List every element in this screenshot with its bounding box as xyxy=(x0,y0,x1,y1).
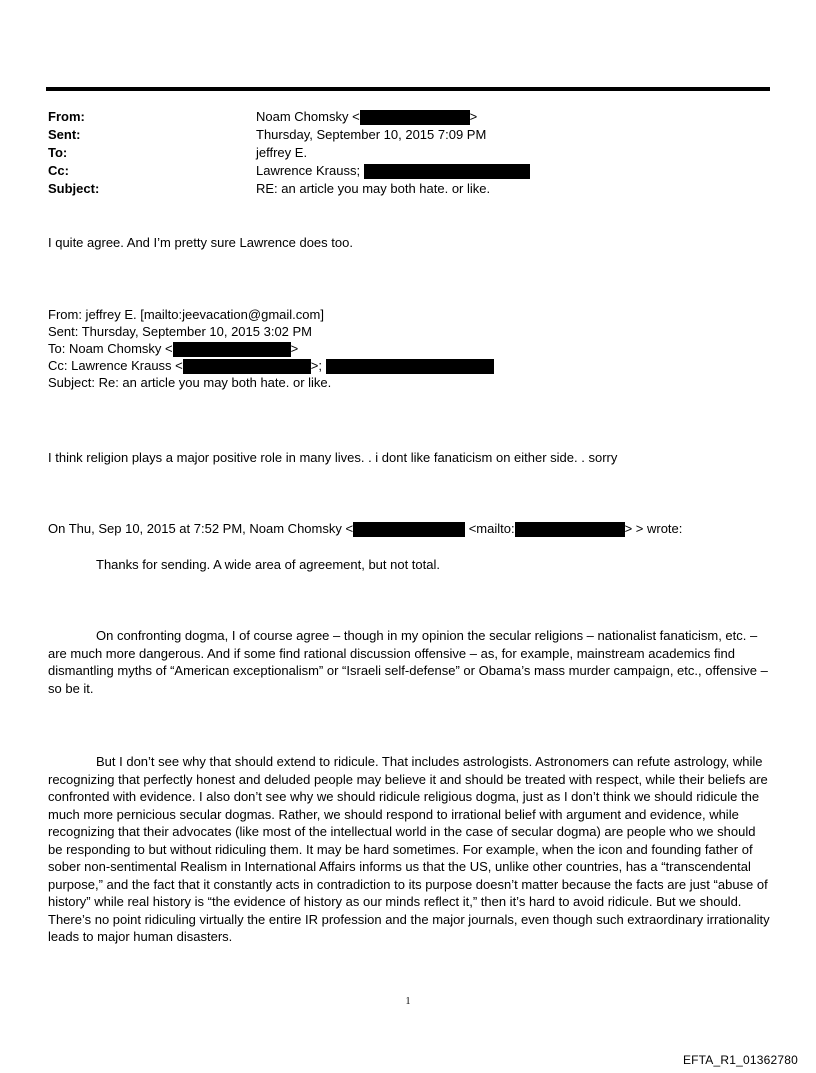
quoted-cc: Cc: Lawrence Krauss < >; xyxy=(48,357,494,374)
cc-value: Lawrence Krauss; xyxy=(256,163,361,178)
subject-label: Subject: xyxy=(48,181,100,196)
redaction-block xyxy=(515,522,625,537)
redaction-block xyxy=(364,164,530,179)
subject-value: RE: an article you may both hate. or like. xyxy=(256,181,491,196)
attribution-line: On Thu, Sep 10, 2015 at 7:52 PM, Noam Chomsky < <mailto: > > wrote: xyxy=(48,521,683,536)
quoted-subject: Subject: Re: an article you may both hate. or like. xyxy=(48,375,332,390)
cc-label: Cc: xyxy=(48,163,69,178)
redaction-block xyxy=(360,110,470,125)
sent-row xyxy=(48,126,748,144)
chomsky-paragraph-2: On confronting dogma, I of course agree – though in my opinion the secular religions – nationalist fanaticism, etc. – are much more dangerous. And if some find rational discussion offensive – as, for example, mainstream academics find dismantling myths of “American exceptionalism” or “Israeli self-defense” or Obama’s mass murder campaign, etc., offensive – so be it. xyxy=(48,628,768,696)
chomsky-paragraph-1: Thanks for sending. A wide area of agreement, but not total. xyxy=(96,557,440,572)
redaction-block xyxy=(173,342,291,357)
quoted-from: From: jeffrey E. [mailto:jeevacation@gmail.com] xyxy=(48,307,324,322)
to-label: To: xyxy=(48,145,68,160)
redaction-block xyxy=(353,522,465,537)
redaction-block xyxy=(183,359,311,374)
to-row xyxy=(48,144,748,162)
redaction-block xyxy=(326,359,494,374)
email-header xyxy=(48,108,748,198)
sent-label: Sent: xyxy=(48,127,81,142)
from-row xyxy=(48,108,748,126)
quoted-to: To: Noam Chomsky < > xyxy=(48,341,299,356)
cc-row xyxy=(48,162,748,180)
header-rule xyxy=(46,87,770,91)
to-value: jeffrey E. xyxy=(256,145,308,160)
from-value: Noam Chomsky < xyxy=(256,109,360,124)
subject-row xyxy=(48,180,748,198)
chomsky-paragraph-3: But I don’t see why that should extend to ridicule. That includes astrologists. Astronomers can refute astrology, while recognizing that perfectly honest and deluded people may believe it and should be treated with respect, while their beliefs are confronted with evidence. I also don’t see why we should ridicule religious dogma, just as I don’t think we should ridicule the much more pernicious secular dogmas. Rather, we should respond to irrational belief with argument and evidence, while recognizing that their advocates (like most of the intellectual world in the case of secular dogma) are people who we should be responding to but without ridiculing them. It may be hard sometimes. For example, when the icon and founding father of sober non-sentimental Realism in International Affairs informs us that the US, unlike other countries, has a “transcendental purpose,” and the fact that it constantly acts in contradiction to its purpose doesn’t matter because the facts are just “abuse of history” while real history is “the evidence of history as our minds reflect it,” then it’s hard to avoid ridicule. But we should. There’s no point ridiculing virtually the entire IR profession and the major journals, even though such extraordinary irrationality leads to major human disasters. xyxy=(48,754,770,944)
jeffrey-message: I think religion plays a major positive role in many lives. . i dont like fanaticism on either side. . sorry xyxy=(48,450,618,465)
quoted-sent: Sent: Thursday, September 10, 2015 3:02 PM xyxy=(48,324,313,339)
from-suffix: > xyxy=(469,109,478,124)
sent-value: Thursday, September 10, 2015 7:09 PM xyxy=(256,127,487,142)
bates-number: EFTA_R1_01362780 xyxy=(682,1053,798,1067)
reply-text: I quite agree. And I’m pretty sure Lawrence does too. xyxy=(48,235,353,250)
from-label: From: xyxy=(48,109,85,124)
page-number: 1 xyxy=(405,996,411,1007)
